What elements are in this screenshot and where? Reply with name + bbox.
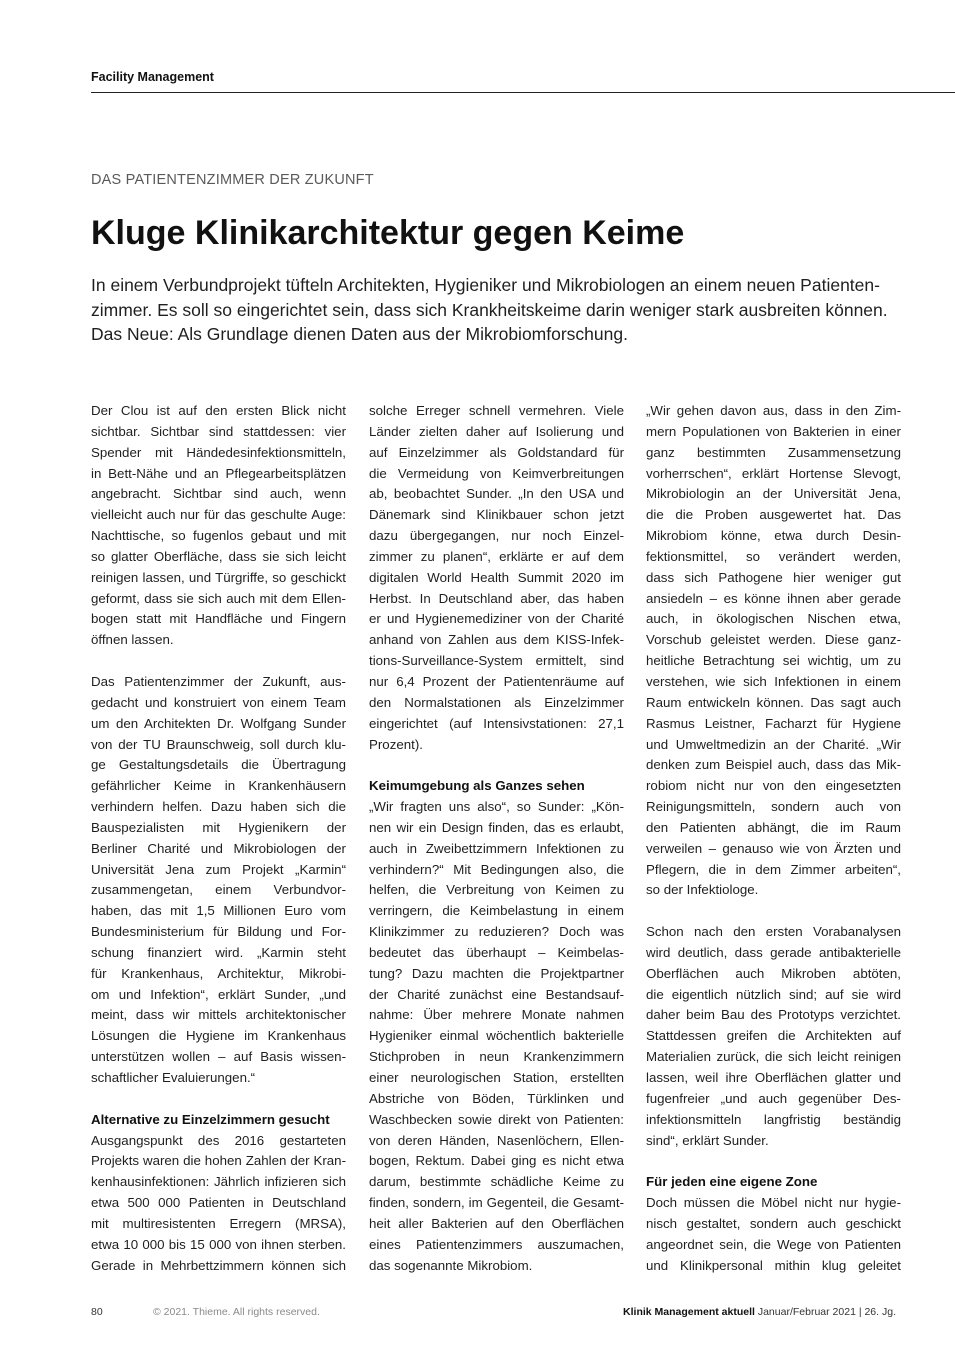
text-line: etwa 10 000 bis 15 000 von ihnen sterben. (91, 1236, 346, 1252)
text-line: Vorschub geleistet werden. Diese ganz- (646, 632, 901, 648)
text-line: Schon nach den ersten Vorabanalysen (646, 924, 901, 940)
text-line: verhindern?“ Mit Bedingungen also, die (369, 861, 624, 877)
text-line: heit aller Bakterien auf den Oberflächen (369, 1215, 624, 1231)
text-line: Raum entwickeln können. Das sagt auch (646, 694, 901, 710)
text-line: eingerichtet (auf Intensivstationen: 27,1 (369, 715, 624, 731)
text-line: tung? Dazu machten die Projektpartner (369, 965, 624, 981)
text-line: Bundesministerium für Bildung und For- (91, 924, 346, 940)
journal-name: Klinik Management aktuell (623, 1306, 755, 1318)
subheading: Alternative zu Einzelzimmern gesucht (91, 1111, 330, 1127)
text-line: für Krankenhaus, Architektur, Mikrobi- (91, 965, 346, 981)
text-line: schaftlicher Evaluierungen.“ (91, 1070, 256, 1085)
text-line: so glatter Oberfläche, dass sie sich leicht (91, 548, 346, 564)
text-line: infektionsmitteln langfristig beständig (646, 1111, 901, 1127)
lead-line: Das Neue: Als Grundlage dienen Daten aus der Mikrobiomforschung. (91, 324, 628, 344)
text-line: denken zum Beispiel auch, dass das Mik- (646, 757, 901, 773)
text-line: Pflegern, die in dem Zimmer arbeiten“, (646, 861, 901, 877)
paragraph (369, 797, 624, 1276)
text-line: auch, in ökologischen Nischen etwa, (646, 611, 901, 627)
text-line: daher beim Bau des Prototyps verzichtet. (646, 1007, 901, 1023)
paragraph (91, 1131, 346, 1277)
text-line: und Klinikpersonal mithin klug geleitet (646, 1257, 901, 1273)
text-line: kenhausinfektionen: Jährlich infizieren sich (91, 1174, 346, 1190)
paragraph-gap (369, 755, 624, 776)
text-line: sind“, erklärt Sunder. (646, 1132, 769, 1148)
text-line: gefährlicher Keime in Krankenhäusern (91, 778, 346, 794)
text-line: auch in Zweibettzimmern Infektionen zu (369, 840, 624, 856)
section-label: Facility Management (91, 70, 214, 84)
text-line: verweilen – genauso wie von Ärzten und (646, 840, 901, 856)
text-line: Bauspezialisten mit Hygienikern der (91, 819, 346, 835)
text-line: Spender mit Händedesinfektionsmitteln, (91, 444, 346, 460)
text-line: angebracht. Sichtbar sind auch, wenn (91, 486, 346, 502)
lead-line: In einem Verbundprojekt tüfteln Architekten, Hygieniker und Mikrobiologen an einem neuen Patienten- (91, 275, 880, 295)
text-line: heitliche Betrachtung sei wichtig, um zu (646, 653, 901, 669)
text-line: helfen, die Verbreitung von Keimen zu (369, 882, 624, 898)
text-line: das sogenannte Mikrobiom. (369, 1257, 533, 1273)
text-line: um den Architekten Dr. Wolfgang Sunder (91, 715, 346, 731)
text-line: Mikrobiom könne, etwa durch Desin- (646, 528, 901, 544)
text-line: die eigentlich nützlich sind; auf sie wird (646, 986, 901, 1002)
text-line: darum, bestimmte schädliche Keime zu (369, 1174, 624, 1190)
paragraph-gap (646, 1151, 901, 1172)
text-line: einer neurologischen Station, erstellten (369, 1070, 624, 1085)
article-kicker: DAS PATIENTENZIMMER DER ZUKUNFT (91, 172, 374, 188)
page-number: 80 (91, 1306, 103, 1318)
text-line: Klinikzimmer zu reduzieren? Doch was (369, 924, 624, 940)
text-line: Oberflächen auch Mikroben abtöten, (646, 965, 901, 981)
text-line: unterstützen wollen – auf Basis wissen- (91, 1049, 346, 1065)
text-line: lassen, weil ihre Oberflächen glatter und (646, 1070, 901, 1085)
text-line: Stichproben in neun Krankenzimmern (369, 1049, 624, 1065)
text-line: den Normalstationen als Einzelzimmer (369, 694, 624, 710)
text-line: haben, das mit 1,5 Millionen Euro vom (91, 903, 346, 919)
text-line: zimmer zu planen“, erklärte er auf dem (369, 548, 624, 564)
text-line: er und Hygienemediziner von der Charité (369, 611, 624, 627)
text-line: reinigen lassen, und Türgriffe, so geschickt (91, 569, 346, 585)
text-line: tions-Surveillance-System ermittelt, sind (369, 653, 624, 669)
text-line: ansiedeln – es könne ihnen aber gerade (646, 590, 901, 606)
paragraph-gap (91, 1089, 346, 1110)
text-line: und Umweltmedizin an der Charité. „Wir (646, 736, 901, 752)
text-line: ganz bestimmten Zusammensetzung (646, 444, 901, 460)
text-line: auf Einzelzimmer als Goldstandard für (369, 444, 624, 460)
article-lead (91, 273, 911, 347)
copyright-notice: © 2021. Thieme. All rights reserved. (153, 1306, 320, 1318)
text-line: dazu übergegangen, nur noch Einzel- (369, 528, 624, 544)
text-line: so der Infektiologe. (646, 882, 759, 898)
text-line: dass sich Pathogene hier weniger gut (646, 569, 901, 585)
text-line: Universität Jena zum Projekt „Karmin“ (91, 861, 346, 877)
paragraph-gap (646, 901, 901, 922)
text-line: eines Patientenzimmers auszumachen, (369, 1236, 624, 1252)
header-rule (91, 92, 955, 93)
text-line: robiom nicht nur von den eingesetzten (646, 778, 901, 794)
text-line: nen wir ein Design finden, das es erlaubt, (369, 819, 624, 835)
text-line: wird deutlich, dass gerade antibakterielle (646, 944, 901, 960)
text-line: Herbst. In Deutschland aber, das haben (369, 590, 624, 606)
text-line: in Bett-Nähe und an Pflegearbeitsplätzen (91, 465, 346, 481)
text-line: Länder zielten daher auf Isolierung und (369, 423, 624, 439)
text-line: nisch gestaltet, sondern auch geschickt (646, 1215, 901, 1231)
text-line: Projekts waren die hohen Zahlen der Kran- (91, 1153, 346, 1169)
text-column-3 (646, 401, 901, 1276)
text-column-1 (91, 401, 346, 1276)
text-line: schung finanziert wird. „Karmin steht (91, 944, 346, 960)
text-line: der Charité zunächst eine Bestandsauf- (369, 986, 624, 1002)
paragraph (369, 401, 624, 755)
text-line: fektionsmittel, so verändert werden, (646, 548, 901, 564)
text-line: digitalen World Health Summit 2020 im (369, 569, 624, 585)
text-line: gedacht und konstruiert von einem Team (91, 694, 346, 710)
text-line: nur 6,4 Prozent der Patientenräume auf (369, 673, 624, 689)
text-line: Gerade in Mehrbettzimmern können sich (91, 1257, 346, 1273)
paragraph (646, 1193, 901, 1276)
text-line: sichtbar. Sichtbar sind stattdessen: vier (91, 423, 346, 439)
paragraph (91, 401, 346, 651)
text-line: Materialien zurück, die sich leicht reinigen (646, 1049, 901, 1065)
text-line: die Vermeidung von Keimverbreitungen (369, 465, 624, 481)
article-title: Kluge Klinikarchitektur gegen Keime (91, 214, 685, 252)
paragraph (646, 401, 901, 901)
paragraph-gap (91, 651, 346, 672)
text-line: vielleicht auch nur für das geschulte Auge: (91, 507, 346, 523)
subheading: Keimumgebung als Ganzes sehen (369, 778, 585, 794)
text-line: mern Populationen von Bakterien in einer (646, 423, 901, 439)
text-line: zusammengetan, einem Verbundvor- (91, 882, 346, 898)
subheading: Für jeden eine eigene Zone (646, 1174, 818, 1190)
text-line: Berliner Charité und Mikrobiologen der (91, 840, 346, 856)
text-line: vorherrschen“, erklärt Hortense Slevogt, (646, 465, 901, 481)
paragraph (646, 922, 901, 1151)
text-line: Der Clou ist auf den ersten Blick nicht (91, 403, 346, 418)
text-line: anhand von Zahlen aus dem KISS-Infek- (369, 632, 624, 648)
text-line: von deren Händen, Nasenlöchern, Ellen- (369, 1132, 624, 1148)
text-line: verringern, die Keimbelastung in einem (369, 903, 624, 919)
text-line: nahme: Über mehrere Monate nahmen (369, 1007, 624, 1023)
text-line: Nachttische, so fugenlos gebaut und mit (91, 528, 346, 544)
text-line: Waschbecken sowie direkt von Patienten: (369, 1111, 624, 1127)
text-line: die die Proben ausgewertet hat. Das (646, 507, 901, 523)
text-line: Ausgangspunkt des 2016 gestarteten (91, 1132, 346, 1148)
text-line: meint, dass wir mittels architektonischer (91, 1007, 346, 1023)
text-line: Prozent). (369, 736, 423, 752)
text-line: den Patienten abhängt, die im Raum (646, 819, 901, 835)
text-line: Lösungen die Hygiene im Krankenhaus (91, 1028, 346, 1044)
text-line: Rasmus Leistner, Facharzt für Hygiene (646, 715, 901, 731)
text-line: Stattdessen greifen die Architekten auf (646, 1028, 901, 1044)
text-line: Reinigungsmitteln, sondern auch von (646, 799, 901, 815)
text-line: fugenfreier „und auch gegenüber Des- (646, 1090, 901, 1106)
journal-info (623, 1306, 896, 1318)
text-line: ab, beobachtet Sunder. „In den USA und (369, 486, 624, 502)
journal-issue: Januar/Februar 2021 | 26. Jg. (757, 1306, 896, 1318)
text-line: „Wir gehen davon aus, dass in den Zim- (646, 403, 901, 418)
text-line: om und Infektion“, erklärt Sunder, „und (91, 986, 346, 1002)
text-line: verstehen, wie sich Infektionen in einem (646, 673, 901, 689)
text-line: geformt, dass sie sich auch mit dem Ellen- (91, 590, 346, 606)
text-line: solche Erreger schnell vermehren. Viele (369, 403, 624, 418)
text-line: öffnen lassen. (91, 632, 174, 648)
text-line: „Wir fragten uns also“, so Sunder: „Kön- (369, 799, 624, 815)
lead-line: zimmer. Es soll so eingerichtet sein, dass sich Krankheitskeime darin weniger stark ausbreiten können. (91, 299, 888, 320)
text-line: bogen statt mit Handfläche und Fingern (91, 611, 346, 627)
text-column-2 (369, 401, 624, 1276)
text-line: ge Gestaltungsdetails die Übertragung (91, 757, 346, 773)
text-line: bedeutet das überhaupt – Keimbelas- (369, 944, 624, 960)
paragraph (91, 672, 346, 1089)
text-line: finden, sondern, im Gegenteil, die Gesamt- (369, 1195, 624, 1211)
text-line: von der TU Braunschweig, soll durch klu- (91, 736, 346, 752)
text-line: Mikrobiologin an der Universität Jena, (646, 486, 901, 502)
text-line: angeordnet sein, die Wege von Patienten (646, 1236, 901, 1252)
text-line: Abstriche von Böden, Türklinken und (369, 1090, 624, 1106)
text-line: Dänemark sind Klinikbauer schon jetzt (369, 507, 624, 523)
text-line: Das Patientenzimmer der Zukunft, aus- (91, 673, 346, 689)
text-line: Hygieniker einmal wöchentlich bakterielle (369, 1028, 624, 1044)
text-line: etwa 500 000 Patienten in Deutschland (91, 1195, 346, 1211)
text-line: mit multiresistenten Erregern (MRSA), (91, 1215, 346, 1231)
text-line: Doch müssen die Möbel nicht nur hygie- (646, 1195, 901, 1211)
text-line: bogen, Rektum. Dabei ging es nicht etwa (369, 1153, 624, 1169)
text-line: verhindern helfen. Dazu haben sich die (91, 799, 346, 815)
